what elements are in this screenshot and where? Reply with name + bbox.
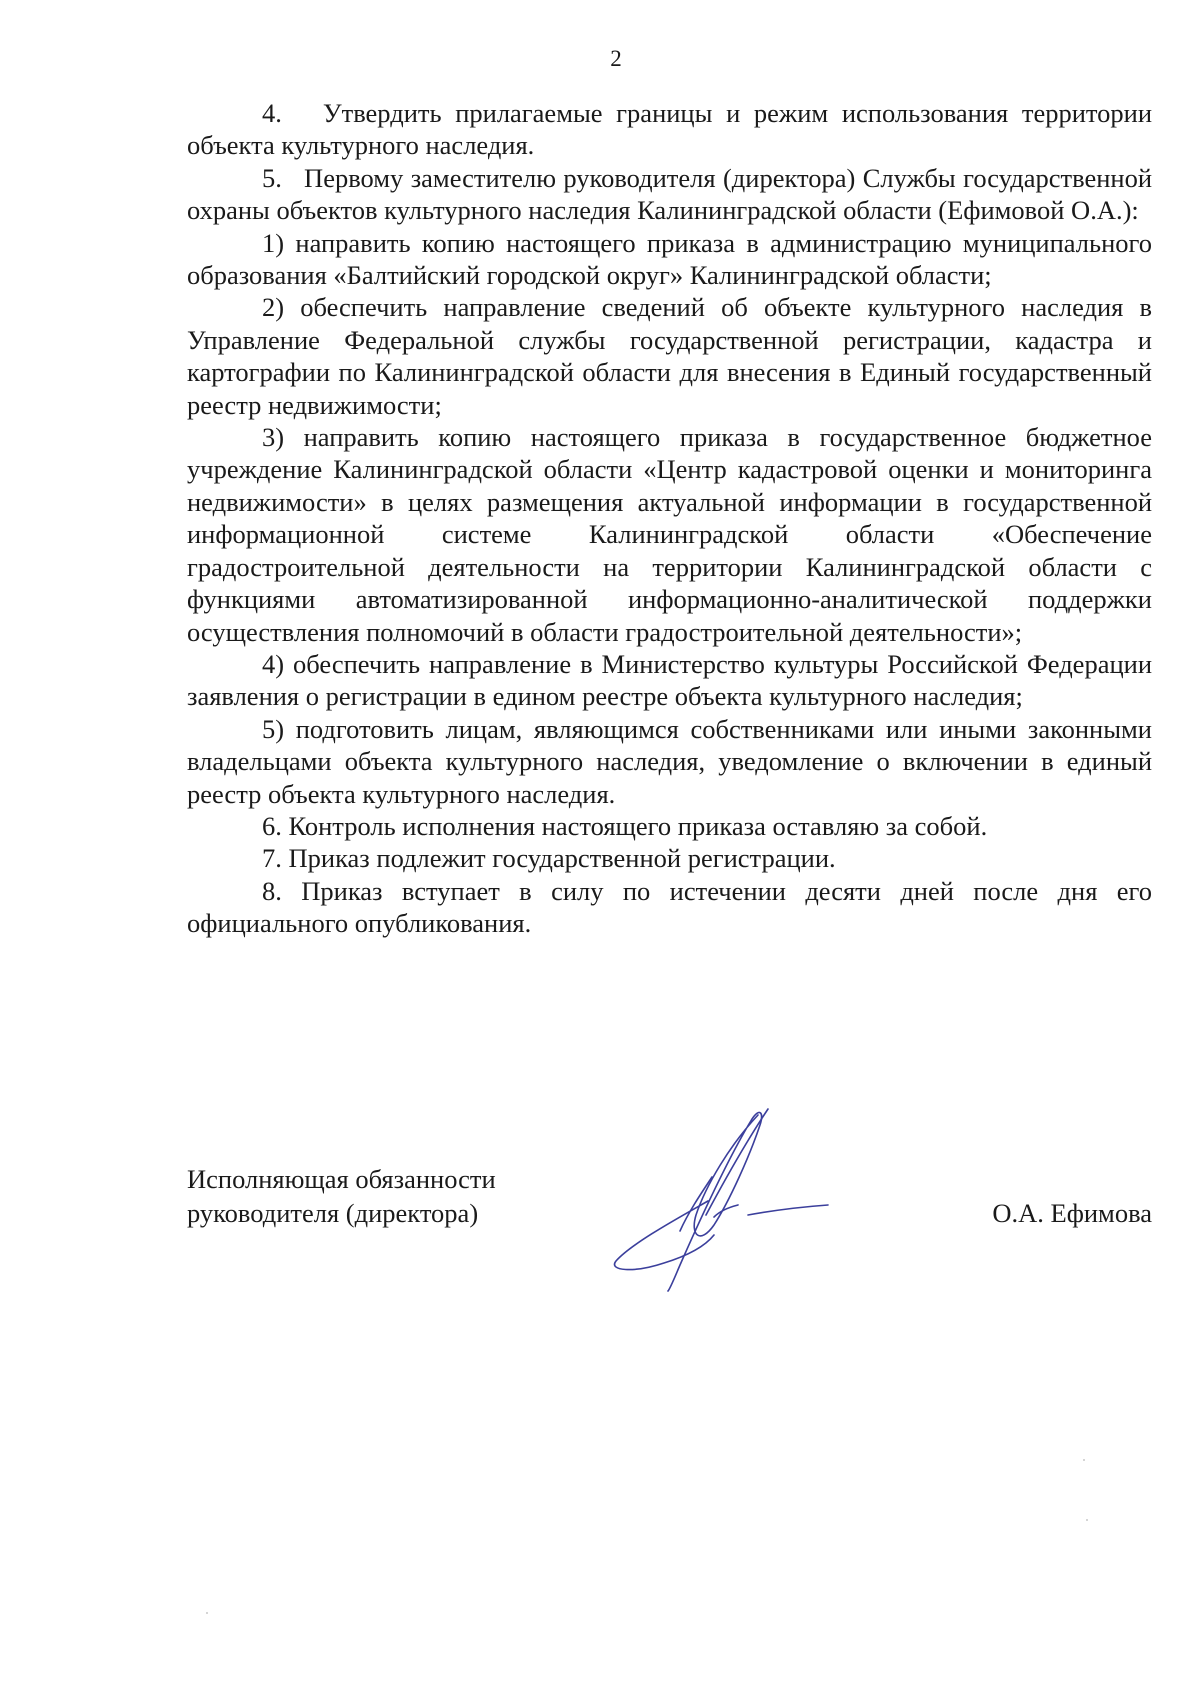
paragraph-item-8: 8. Приказ вступает в силу по истечении десяти дней после дня его официального опубликования. [187, 875, 1152, 939]
scan-speck [1083, 1459, 1085, 1461]
signatory-position-line1: Исполняющая обязанности [187, 1164, 496, 1194]
signatory-position [187, 1162, 496, 1230]
scan-speck [206, 1612, 208, 1614]
handwritten-signature [610, 1085, 860, 1305]
scan-speck [1086, 1519, 1088, 1521]
subitem-5-4: 4) обеспечить направление в Министерство культуры Российской Федерации заявления о регистрации в едином реестре объекта культурного наследия; [187, 648, 1152, 712]
signatory-name: О.А. Ефимова [992, 1198, 1152, 1228]
subitem-5-3: 3) направить копию настоящего приказа в государственное бюджетное учреждение Калининградской области «Центр кадастровой оценки и мониторинга недвижимости» в целях размещения актуальной информации в государственной информационной системе Калининградской области «Обеспечение градостроительной деятельности на территории Калининградской области с функциями автоматизированной информационно-аналитической поддержки осуществления полномочий в области градостроительной деятельности»; [187, 422, 1152, 647]
paragraph-item-4: 4. Утвердить прилагаемые границы и режим использования территории объекта культурного наследия. [187, 98, 1152, 161]
subitem-5-1: 1) направить копию настоящего приказа в администрацию муниципального образования «Балтийский городской округ» Калининградской области; [187, 227, 1152, 291]
subitem-5-5: 5) подготовить лицам, являющимся собственниками или иными законными владельцами объекта культурного наследия, уведомление о включении в единый реестр объекта культурного наследия. [187, 713, 1152, 809]
paragraph-item-5: 5. Первому заместителю руководителя (директора) Службы государственной охраны объектов культурного наследия Калининградской области (Ефимовой О.А.): [187, 162, 1152, 226]
subitem-5-2: 2) обеспечить направление сведений об объекте культурного наследия в Управление Федеральной службы государственной регистрации, кадастра и картографии по Калининградской области для внесения в Единый государственный реестр недвижимости; [187, 292, 1152, 420]
paragraph-item-6: 6. Контроль исполнения настоящего приказа оставляю за собой. [262, 810, 988, 841]
document-body [187, 97, 1152, 940]
signatory-position-line2: руководителя (директора) [187, 1198, 479, 1228]
paragraph-item-7: 7. Приказ подлежит государственной регистрации. [262, 843, 836, 874]
page-number: 2 [610, 46, 622, 71]
